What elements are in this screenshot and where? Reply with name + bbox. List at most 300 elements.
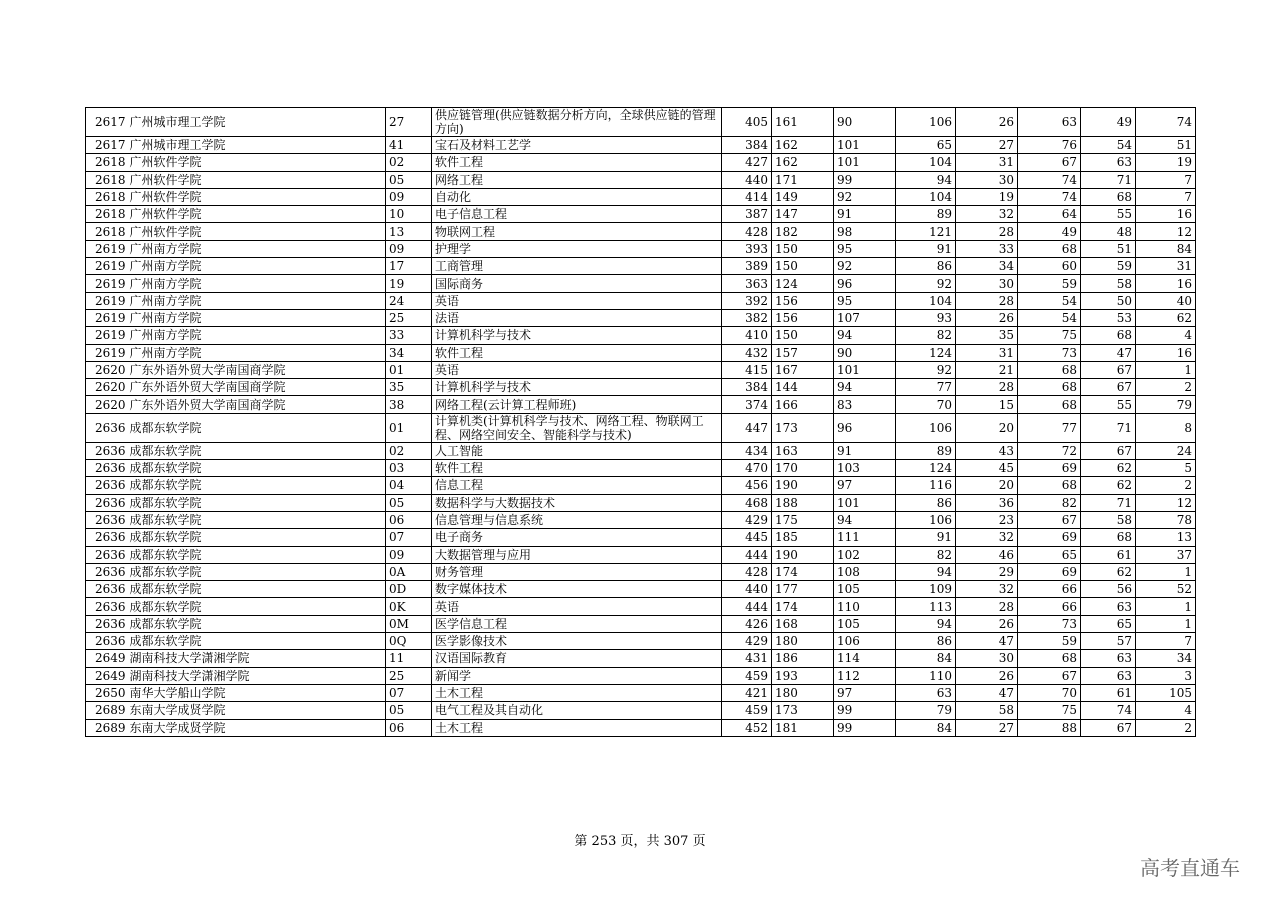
school-name-cell: 广州南方学院 bbox=[128, 240, 386, 257]
score-col6-cell: 68 bbox=[1018, 477, 1081, 494]
score-col7-cell: 68 bbox=[1081, 529, 1136, 546]
score-total-cell: 459 bbox=[722, 702, 772, 719]
score-col4-cell: 104 bbox=[896, 154, 956, 171]
score-col5-cell: 58 bbox=[956, 702, 1018, 719]
score-total-cell: 445 bbox=[722, 529, 772, 546]
score-col3-cell: 106 bbox=[834, 633, 896, 650]
major-name-cell: 数据科学与大数据技术 bbox=[432, 494, 722, 511]
major-code-cell: 38 bbox=[386, 396, 432, 413]
major-code-cell: 13 bbox=[386, 223, 432, 240]
table-row bbox=[86, 442, 1196, 459]
score-col4-cell: 86 bbox=[896, 494, 956, 511]
table-row bbox=[86, 327, 1196, 344]
score-col3-cell: 107 bbox=[834, 309, 896, 326]
table-row bbox=[86, 633, 1196, 650]
score-col2-cell: 173 bbox=[772, 413, 834, 442]
score-col6-cell: 49 bbox=[1018, 223, 1081, 240]
score-col5-cell: 27 bbox=[956, 719, 1018, 736]
score-col6-cell: 73 bbox=[1018, 615, 1081, 632]
score-col2-cell: 150 bbox=[772, 327, 834, 344]
score-col6-cell: 54 bbox=[1018, 309, 1081, 326]
school-name-cell: 广州南方学院 bbox=[128, 292, 386, 309]
score-col6-cell: 59 bbox=[1018, 633, 1081, 650]
score-col4-cell: 84 bbox=[896, 719, 956, 736]
score-col3-cell: 97 bbox=[834, 684, 896, 701]
score-col2-cell: 149 bbox=[772, 188, 834, 205]
score-col7-cell: 65 bbox=[1081, 615, 1136, 632]
score-col6-cell: 72 bbox=[1018, 442, 1081, 459]
score-col5-cell: 28 bbox=[956, 223, 1018, 240]
score-col6-cell: 63 bbox=[1018, 108, 1081, 137]
table-row bbox=[86, 702, 1196, 719]
score-col4-cell: 79 bbox=[896, 702, 956, 719]
score-total-cell: 468 bbox=[722, 494, 772, 511]
score-col4-cell: 63 bbox=[896, 684, 956, 701]
major-name-cell: 电子商务 bbox=[432, 529, 722, 546]
school-name-cell: 东南大学成贤学院 bbox=[128, 702, 386, 719]
score-col7-cell: 57 bbox=[1081, 633, 1136, 650]
score-col2-cell: 188 bbox=[772, 494, 834, 511]
school-code-cell: 2636 bbox=[86, 460, 128, 477]
score-col5-cell: 21 bbox=[956, 361, 1018, 378]
major-name-cell: 英语 bbox=[432, 292, 722, 309]
score-col3-cell: 103 bbox=[834, 460, 896, 477]
score-col5-cell: 27 bbox=[956, 137, 1018, 154]
major-code-cell: 01 bbox=[386, 413, 432, 442]
table-row bbox=[86, 309, 1196, 326]
score-col8-cell: 12 bbox=[1136, 223, 1196, 240]
major-name-cell: 网络工程 bbox=[432, 171, 722, 188]
score-col7-cell: 63 bbox=[1081, 154, 1136, 171]
school-name-cell: 南华大学船山学院 bbox=[128, 684, 386, 701]
major-code-cell: 34 bbox=[386, 344, 432, 361]
school-code-cell: 2636 bbox=[86, 546, 128, 563]
score-col2-cell: 168 bbox=[772, 615, 834, 632]
score-col8-cell: 2 bbox=[1136, 477, 1196, 494]
score-col8-cell: 8 bbox=[1136, 413, 1196, 442]
school-code-cell: 2636 bbox=[86, 615, 128, 632]
major-name-cell: 数字媒体技术 bbox=[432, 581, 722, 598]
major-code-cell: 0K bbox=[386, 598, 432, 615]
major-code-cell: 07 bbox=[386, 684, 432, 701]
score-col7-cell: 71 bbox=[1081, 413, 1136, 442]
score-col7-cell: 50 bbox=[1081, 292, 1136, 309]
score-col8-cell: 2 bbox=[1136, 719, 1196, 736]
table-row bbox=[86, 529, 1196, 546]
score-col6-cell: 82 bbox=[1018, 494, 1081, 511]
school-code-cell: 2650 bbox=[86, 684, 128, 701]
major-name-cell: 法语 bbox=[432, 309, 722, 326]
score-col2-cell: 167 bbox=[772, 361, 834, 378]
score-col7-cell: 67 bbox=[1081, 379, 1136, 396]
school-code-cell: 2618 bbox=[86, 154, 128, 171]
major-name-cell: 医学信息工程 bbox=[432, 615, 722, 632]
score-col3-cell: 101 bbox=[834, 154, 896, 171]
score-col4-cell: 94 bbox=[896, 615, 956, 632]
watermark-logo: 高考直通车 bbox=[1140, 856, 1240, 880]
score-col2-cell: 156 bbox=[772, 292, 834, 309]
score-col8-cell: 79 bbox=[1136, 396, 1196, 413]
table-row bbox=[86, 581, 1196, 598]
score-col4-cell: 104 bbox=[896, 188, 956, 205]
score-col6-cell: 88 bbox=[1018, 719, 1081, 736]
score-col6-cell: 75 bbox=[1018, 702, 1081, 719]
table-row bbox=[86, 137, 1196, 154]
major-name-cell: 信息工程 bbox=[432, 477, 722, 494]
score-total-cell: 440 bbox=[722, 581, 772, 598]
score-total-cell: 374 bbox=[722, 396, 772, 413]
school-code-cell: 2636 bbox=[86, 477, 128, 494]
major-code-cell: 09 bbox=[386, 240, 432, 257]
score-col2-cell: 181 bbox=[772, 719, 834, 736]
score-total-cell: 444 bbox=[722, 598, 772, 615]
major-code-cell: 05 bbox=[386, 171, 432, 188]
score-col7-cell: 51 bbox=[1081, 240, 1136, 257]
score-col8-cell: 40 bbox=[1136, 292, 1196, 309]
score-col7-cell: 63 bbox=[1081, 667, 1136, 684]
school-code-cell: 2620 bbox=[86, 361, 128, 378]
score-col8-cell: 16 bbox=[1136, 275, 1196, 292]
score-col4-cell: 124 bbox=[896, 460, 956, 477]
major-code-cell: 05 bbox=[386, 702, 432, 719]
school-name-cell: 成都东软学院 bbox=[128, 529, 386, 546]
score-col2-cell: 161 bbox=[772, 108, 834, 137]
major-name-cell: 医学影像技术 bbox=[432, 633, 722, 650]
score-total-cell: 452 bbox=[722, 719, 772, 736]
score-col4-cell: 124 bbox=[896, 344, 956, 361]
score-total-cell: 427 bbox=[722, 154, 772, 171]
score-col3-cell: 94 bbox=[834, 379, 896, 396]
score-col7-cell: 63 bbox=[1081, 598, 1136, 615]
score-col2-cell: 186 bbox=[772, 650, 834, 667]
score-col8-cell: 16 bbox=[1136, 206, 1196, 223]
score-col2-cell: 144 bbox=[772, 379, 834, 396]
page-footer: 第 253 页，共 307 页 bbox=[574, 834, 706, 849]
score-col6-cell: 69 bbox=[1018, 529, 1081, 546]
score-col4-cell: 109 bbox=[896, 581, 956, 598]
major-name-cell: 土木工程 bbox=[432, 684, 722, 701]
school-name-cell: 湖南科技大学潇湘学院 bbox=[128, 650, 386, 667]
score-col3-cell: 96 bbox=[834, 413, 896, 442]
score-col4-cell: 91 bbox=[896, 529, 956, 546]
score-col3-cell: 90 bbox=[834, 344, 896, 361]
major-name-cell: 软件工程 bbox=[432, 154, 722, 171]
score-col4-cell: 77 bbox=[896, 379, 956, 396]
major-name-cell: 自动化 bbox=[432, 188, 722, 205]
score-col8-cell: 105 bbox=[1136, 684, 1196, 701]
score-col6-cell: 70 bbox=[1018, 684, 1081, 701]
score-col3-cell: 91 bbox=[834, 206, 896, 223]
score-col2-cell: 166 bbox=[772, 396, 834, 413]
score-col2-cell: 150 bbox=[772, 240, 834, 257]
major-code-cell: 0M bbox=[386, 615, 432, 632]
school-name-cell: 广州南方学院 bbox=[128, 258, 386, 275]
school-code-cell: 2649 bbox=[86, 650, 128, 667]
score-col2-cell: 177 bbox=[772, 581, 834, 598]
score-col6-cell: 67 bbox=[1018, 667, 1081, 684]
score-col7-cell: 68 bbox=[1081, 327, 1136, 344]
score-col5-cell: 28 bbox=[956, 379, 1018, 396]
school-code-cell: 2617 bbox=[86, 137, 128, 154]
score-total-cell: 410 bbox=[722, 327, 772, 344]
score-total-cell: 459 bbox=[722, 667, 772, 684]
score-col7-cell: 59 bbox=[1081, 258, 1136, 275]
score-col2-cell: 162 bbox=[772, 137, 834, 154]
major-name-cell: 计算机类(计算机科学与技术、网络工程、物联网工程、网络空间安全、智能科学与技术) bbox=[432, 413, 722, 442]
score-col2-cell: 150 bbox=[772, 258, 834, 275]
score-col4-cell: 94 bbox=[896, 171, 956, 188]
score-col5-cell: 26 bbox=[956, 309, 1018, 326]
school-name-cell: 广东外语外贸大学南国商学院 bbox=[128, 361, 386, 378]
school-name-cell: 成都东软学院 bbox=[128, 615, 386, 632]
score-col5-cell: 31 bbox=[956, 154, 1018, 171]
school-code-cell: 2620 bbox=[86, 379, 128, 396]
major-name-cell: 物联网工程 bbox=[432, 223, 722, 240]
score-total-cell: 447 bbox=[722, 413, 772, 442]
score-col8-cell: 1 bbox=[1136, 615, 1196, 632]
school-name-cell: 成都东软学院 bbox=[128, 546, 386, 563]
table-row bbox=[86, 206, 1196, 223]
table-row bbox=[86, 240, 1196, 257]
score-col3-cell: 108 bbox=[834, 563, 896, 580]
score-col5-cell: 47 bbox=[956, 633, 1018, 650]
school-code-cell: 2636 bbox=[86, 581, 128, 598]
score-col2-cell: 157 bbox=[772, 344, 834, 361]
score-total-cell: 415 bbox=[722, 361, 772, 378]
major-name-cell: 宝石及材料工艺学 bbox=[432, 137, 722, 154]
score-col8-cell: 78 bbox=[1136, 511, 1196, 528]
score-col5-cell: 19 bbox=[956, 188, 1018, 205]
score-col7-cell: 62 bbox=[1081, 477, 1136, 494]
score-col4-cell: 65 bbox=[896, 137, 956, 154]
major-code-cell: 05 bbox=[386, 494, 432, 511]
score-col7-cell: 58 bbox=[1081, 275, 1136, 292]
score-col3-cell: 105 bbox=[834, 581, 896, 598]
major-code-cell: 03 bbox=[386, 460, 432, 477]
major-code-cell: 0A bbox=[386, 563, 432, 580]
school-name-cell: 广州南方学院 bbox=[128, 309, 386, 326]
major-name-cell: 网络工程(云计算工程师班) bbox=[432, 396, 722, 413]
score-total-cell: 384 bbox=[722, 137, 772, 154]
major-name-cell: 护理学 bbox=[432, 240, 722, 257]
major-name-cell: 软件工程 bbox=[432, 460, 722, 477]
major-code-cell: 27 bbox=[386, 108, 432, 137]
major-code-cell: 0Q bbox=[386, 633, 432, 650]
score-col5-cell: 28 bbox=[956, 598, 1018, 615]
major-code-cell: 33 bbox=[386, 327, 432, 344]
score-col6-cell: 69 bbox=[1018, 460, 1081, 477]
score-col6-cell: 59 bbox=[1018, 275, 1081, 292]
school-name-cell: 广东外语外贸大学南国商学院 bbox=[128, 379, 386, 396]
table-row bbox=[86, 684, 1196, 701]
major-name-cell: 国际商务 bbox=[432, 275, 722, 292]
major-name-cell: 供应链管理(供应链数据分析方向，全球供应链的管理方向) bbox=[432, 108, 722, 137]
score-col6-cell: 68 bbox=[1018, 240, 1081, 257]
score-col8-cell: 84 bbox=[1136, 240, 1196, 257]
score-col4-cell: 89 bbox=[896, 442, 956, 459]
score-col5-cell: 30 bbox=[956, 275, 1018, 292]
score-col5-cell: 35 bbox=[956, 327, 1018, 344]
major-code-cell: 11 bbox=[386, 650, 432, 667]
school-name-cell: 湖南科技大学潇湘学院 bbox=[128, 667, 386, 684]
major-name-cell: 人工智能 bbox=[432, 442, 722, 459]
school-name-cell: 广州软件学院 bbox=[128, 206, 386, 223]
score-col8-cell: 74 bbox=[1136, 108, 1196, 137]
school-name-cell: 成都东软学院 bbox=[128, 477, 386, 494]
score-col2-cell: 182 bbox=[772, 223, 834, 240]
score-col8-cell: 4 bbox=[1136, 702, 1196, 719]
score-col6-cell: 77 bbox=[1018, 413, 1081, 442]
score-col8-cell: 4 bbox=[1136, 327, 1196, 344]
school-code-cell: 2617 bbox=[86, 108, 128, 137]
school-name-cell: 成都东软学院 bbox=[128, 563, 386, 580]
major-code-cell: 02 bbox=[386, 442, 432, 459]
school-code-cell: 2618 bbox=[86, 206, 128, 223]
major-name-cell: 汉语国际教育 bbox=[432, 650, 722, 667]
major-name-cell: 财务管理 bbox=[432, 563, 722, 580]
score-col3-cell: 99 bbox=[834, 171, 896, 188]
score-col3-cell: 94 bbox=[834, 511, 896, 528]
score-total-cell: 405 bbox=[722, 108, 772, 137]
score-col3-cell: 114 bbox=[834, 650, 896, 667]
score-col2-cell: 162 bbox=[772, 154, 834, 171]
school-code-cell: 2618 bbox=[86, 171, 128, 188]
major-code-cell: 01 bbox=[386, 361, 432, 378]
major-code-cell: 04 bbox=[386, 477, 432, 494]
school-name-cell: 广州软件学院 bbox=[128, 223, 386, 240]
score-col8-cell: 13 bbox=[1136, 529, 1196, 546]
score-col4-cell: 84 bbox=[896, 650, 956, 667]
score-col4-cell: 106 bbox=[896, 413, 956, 442]
table-row bbox=[86, 719, 1196, 736]
score-col3-cell: 101 bbox=[834, 361, 896, 378]
score-col4-cell: 70 bbox=[896, 396, 956, 413]
school-code-cell: 2689 bbox=[86, 719, 128, 736]
table-row bbox=[86, 344, 1196, 361]
score-col4-cell: 104 bbox=[896, 292, 956, 309]
school-name-cell: 广州南方学院 bbox=[128, 275, 386, 292]
major-name-cell: 工商管理 bbox=[432, 258, 722, 275]
score-col6-cell: 66 bbox=[1018, 598, 1081, 615]
score-col3-cell: 112 bbox=[834, 667, 896, 684]
score-total-cell: 470 bbox=[722, 460, 772, 477]
score-col8-cell: 51 bbox=[1136, 137, 1196, 154]
score-col5-cell: 47 bbox=[956, 684, 1018, 701]
score-col5-cell: 32 bbox=[956, 581, 1018, 598]
score-col3-cell: 83 bbox=[834, 396, 896, 413]
score-col5-cell: 34 bbox=[956, 258, 1018, 275]
table-row bbox=[86, 494, 1196, 511]
school-code-cell: 2618 bbox=[86, 223, 128, 240]
major-name-cell: 软件工程 bbox=[432, 344, 722, 361]
table-row bbox=[86, 650, 1196, 667]
score-col4-cell: 113 bbox=[896, 598, 956, 615]
score-col2-cell: 180 bbox=[772, 684, 834, 701]
score-col8-cell: 2 bbox=[1136, 379, 1196, 396]
score-col8-cell: 5 bbox=[1136, 460, 1196, 477]
score-col5-cell: 30 bbox=[956, 650, 1018, 667]
score-total-cell: 431 bbox=[722, 650, 772, 667]
score-col3-cell: 111 bbox=[834, 529, 896, 546]
school-code-cell: 2689 bbox=[86, 702, 128, 719]
major-code-cell: 02 bbox=[386, 154, 432, 171]
major-code-cell: 25 bbox=[386, 667, 432, 684]
score-col8-cell: 7 bbox=[1136, 188, 1196, 205]
score-total-cell: 426 bbox=[722, 615, 772, 632]
score-total-cell: 387 bbox=[722, 206, 772, 223]
score-col8-cell: 34 bbox=[1136, 650, 1196, 667]
score-col2-cell: 147 bbox=[772, 206, 834, 223]
school-code-cell: 2619 bbox=[86, 258, 128, 275]
major-code-cell: 07 bbox=[386, 529, 432, 546]
school-code-cell: 2620 bbox=[86, 396, 128, 413]
score-col5-cell: 26 bbox=[956, 615, 1018, 632]
school-name-cell: 成都东软学院 bbox=[128, 581, 386, 598]
score-col4-cell: 82 bbox=[896, 327, 956, 344]
major-name-cell: 电气工程及其自动化 bbox=[432, 702, 722, 719]
school-name-cell: 广州软件学院 bbox=[128, 171, 386, 188]
school-name-cell: 广州城市理工学院 bbox=[128, 108, 386, 137]
score-col2-cell: 185 bbox=[772, 529, 834, 546]
score-col6-cell: 65 bbox=[1018, 546, 1081, 563]
score-col6-cell: 76 bbox=[1018, 137, 1081, 154]
major-code-cell: 35 bbox=[386, 379, 432, 396]
score-col7-cell: 71 bbox=[1081, 171, 1136, 188]
score-col3-cell: 99 bbox=[834, 702, 896, 719]
score-col7-cell: 55 bbox=[1081, 206, 1136, 223]
major-code-cell: 10 bbox=[386, 206, 432, 223]
score-col2-cell: 190 bbox=[772, 546, 834, 563]
school-name-cell: 广州软件学院 bbox=[128, 154, 386, 171]
score-total-cell: 434 bbox=[722, 442, 772, 459]
score-col6-cell: 60 bbox=[1018, 258, 1081, 275]
major-name-cell: 信息管理与信息系统 bbox=[432, 511, 722, 528]
table-row bbox=[86, 615, 1196, 632]
school-code-cell: 2636 bbox=[86, 563, 128, 580]
score-total-cell: 389 bbox=[722, 258, 772, 275]
school-name-cell: 广州城市理工学院 bbox=[128, 137, 386, 154]
major-name-cell: 英语 bbox=[432, 598, 722, 615]
score-col4-cell: 92 bbox=[896, 275, 956, 292]
score-col7-cell: 62 bbox=[1081, 563, 1136, 580]
score-col6-cell: 68 bbox=[1018, 396, 1081, 413]
score-col3-cell: 90 bbox=[834, 108, 896, 137]
score-col6-cell: 74 bbox=[1018, 188, 1081, 205]
major-name-cell: 土木工程 bbox=[432, 719, 722, 736]
score-col8-cell: 1 bbox=[1136, 361, 1196, 378]
score-col2-cell: 193 bbox=[772, 667, 834, 684]
score-col2-cell: 173 bbox=[772, 702, 834, 719]
score-col2-cell: 171 bbox=[772, 171, 834, 188]
score-col5-cell: 31 bbox=[956, 344, 1018, 361]
score-col7-cell: 56 bbox=[1081, 581, 1136, 598]
score-col5-cell: 32 bbox=[956, 206, 1018, 223]
score-col4-cell: 106 bbox=[896, 108, 956, 137]
table-row bbox=[86, 460, 1196, 477]
score-col3-cell: 95 bbox=[834, 240, 896, 257]
score-col8-cell: 1 bbox=[1136, 598, 1196, 615]
score-col8-cell: 19 bbox=[1136, 154, 1196, 171]
score-col8-cell: 52 bbox=[1136, 581, 1196, 598]
score-total-cell: 429 bbox=[722, 633, 772, 650]
score-col3-cell: 96 bbox=[834, 275, 896, 292]
school-name-cell: 广州南方学院 bbox=[128, 344, 386, 361]
score-total-cell: 456 bbox=[722, 477, 772, 494]
major-code-cell: 06 bbox=[386, 511, 432, 528]
score-col7-cell: 49 bbox=[1081, 108, 1136, 137]
score-col3-cell: 92 bbox=[834, 188, 896, 205]
school-name-cell: 广州南方学院 bbox=[128, 327, 386, 344]
